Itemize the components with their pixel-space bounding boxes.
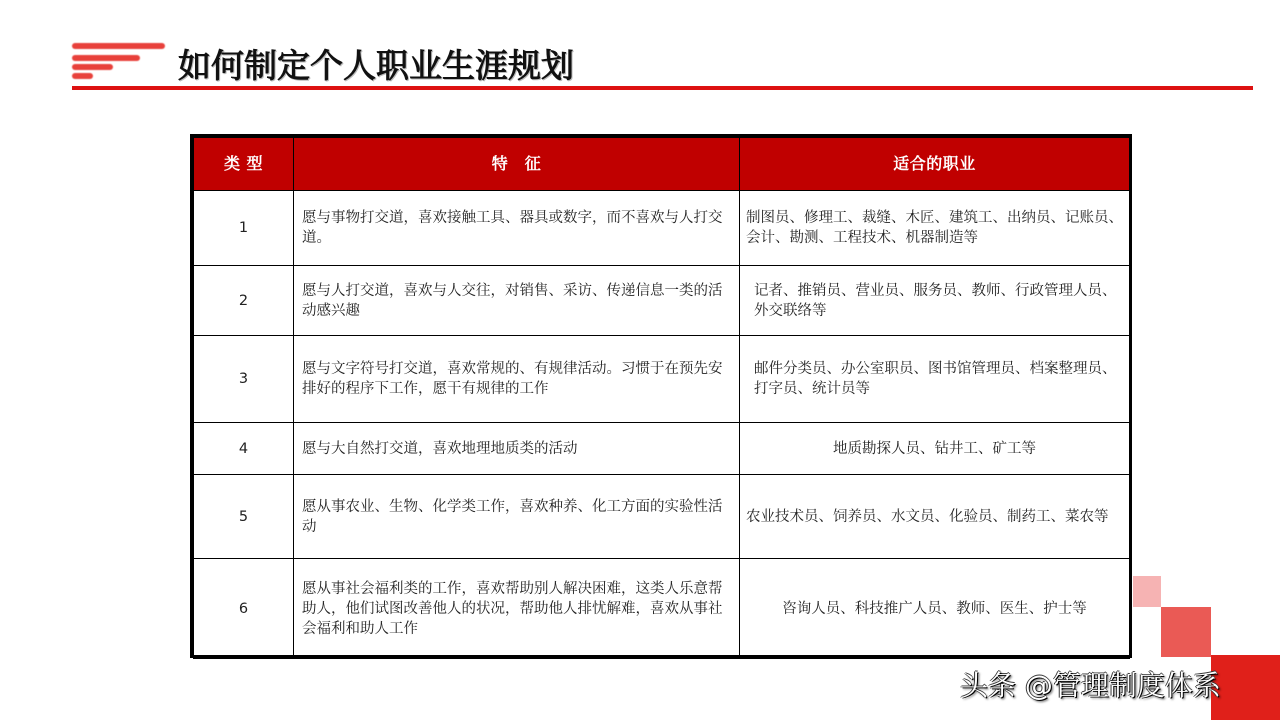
decor-square-medium <box>1161 607 1211 657</box>
jobs-cell: 咨询人员、科技推广人员、教师、医生、护士等 <box>740 559 1130 659</box>
type-cell: 1 <box>194 191 294 266</box>
feature-cell: 愿从事社会福利类的工作，喜欢帮助别人解决困难，这类人乐意帮助人，他们试图改善他人的状况，帮助他人排忧解难，喜欢从事社会福利和助人工作 <box>294 559 740 659</box>
logo-bar-2 <box>72 55 140 61</box>
page-title: 如何制定个人职业生涯规划 <box>178 46 574 85</box>
watermark: 头条 @管理制度体系 <box>960 669 1221 702</box>
table-row <box>194 475 1130 559</box>
decor-square-light <box>1133 576 1161 607</box>
type-cell: 3 <box>194 336 294 423</box>
logo-bar-1 <box>72 43 165 49</box>
column-header-type: 类 型 <box>194 138 294 191</box>
jobs-cell: 制图员、修理工、裁缝、木匠、建筑工、出纳员、记账员、会计、勘测、工程技术、机器制造等 <box>740 191 1130 266</box>
feature-cell: 愿与事物打交道，喜欢接触工具、器具或数字，而不喜欢与人打交道。 <box>294 191 740 266</box>
title-divider <box>72 86 1253 90</box>
career-type-table <box>190 134 1132 658</box>
jobs-cell: 邮件分类员、办公室职员、图书馆管理员、档案整理员、打字员、统计员等 <box>740 336 1130 423</box>
feature-cell: 愿与大自然打交道，喜欢地理地质类的活动 <box>294 423 740 475</box>
type-cell: 2 <box>194 266 294 336</box>
feature-cell: 愿从事农业、生物、化学类工作，喜欢种养、化工方面的实验性活动 <box>294 475 740 559</box>
jobs-cell: 地质勘探人员、钻井工、矿工等 <box>740 423 1130 475</box>
table-row <box>194 336 1130 423</box>
table-row <box>194 559 1130 659</box>
type-cell: 6 <box>194 559 294 659</box>
jobs-cell: 农业技术员、饲养员、水文员、化验员、制药工、菜农等 <box>740 475 1130 559</box>
type-cell: 4 <box>194 423 294 475</box>
logo-bar-3 <box>72 64 113 70</box>
logo-bar-4 <box>72 73 93 79</box>
column-header-jobs: 适合的职业 <box>740 138 1130 191</box>
jobs-cell: 记者、推销员、营业员、服务员、教师、行政管理人员、外交联络等 <box>740 266 1130 336</box>
decor-square-dark <box>1211 655 1280 720</box>
table-header-row <box>194 138 1130 191</box>
table-row <box>194 191 1130 266</box>
feature-cell: 愿与人打交道，喜欢与人交往，对销售、采访、传递信息一类的活动感兴趣 <box>294 266 740 336</box>
column-header-feature: 特 征 <box>294 138 740 191</box>
type-cell: 5 <box>194 475 294 559</box>
table-row <box>194 423 1130 475</box>
feature-cell: 愿与文字符号打交道，喜欢常规的、有规律活动。习惯于在预先安排好的程序下工作，愿干有规律的工作 <box>294 336 740 423</box>
table-row <box>194 266 1130 336</box>
